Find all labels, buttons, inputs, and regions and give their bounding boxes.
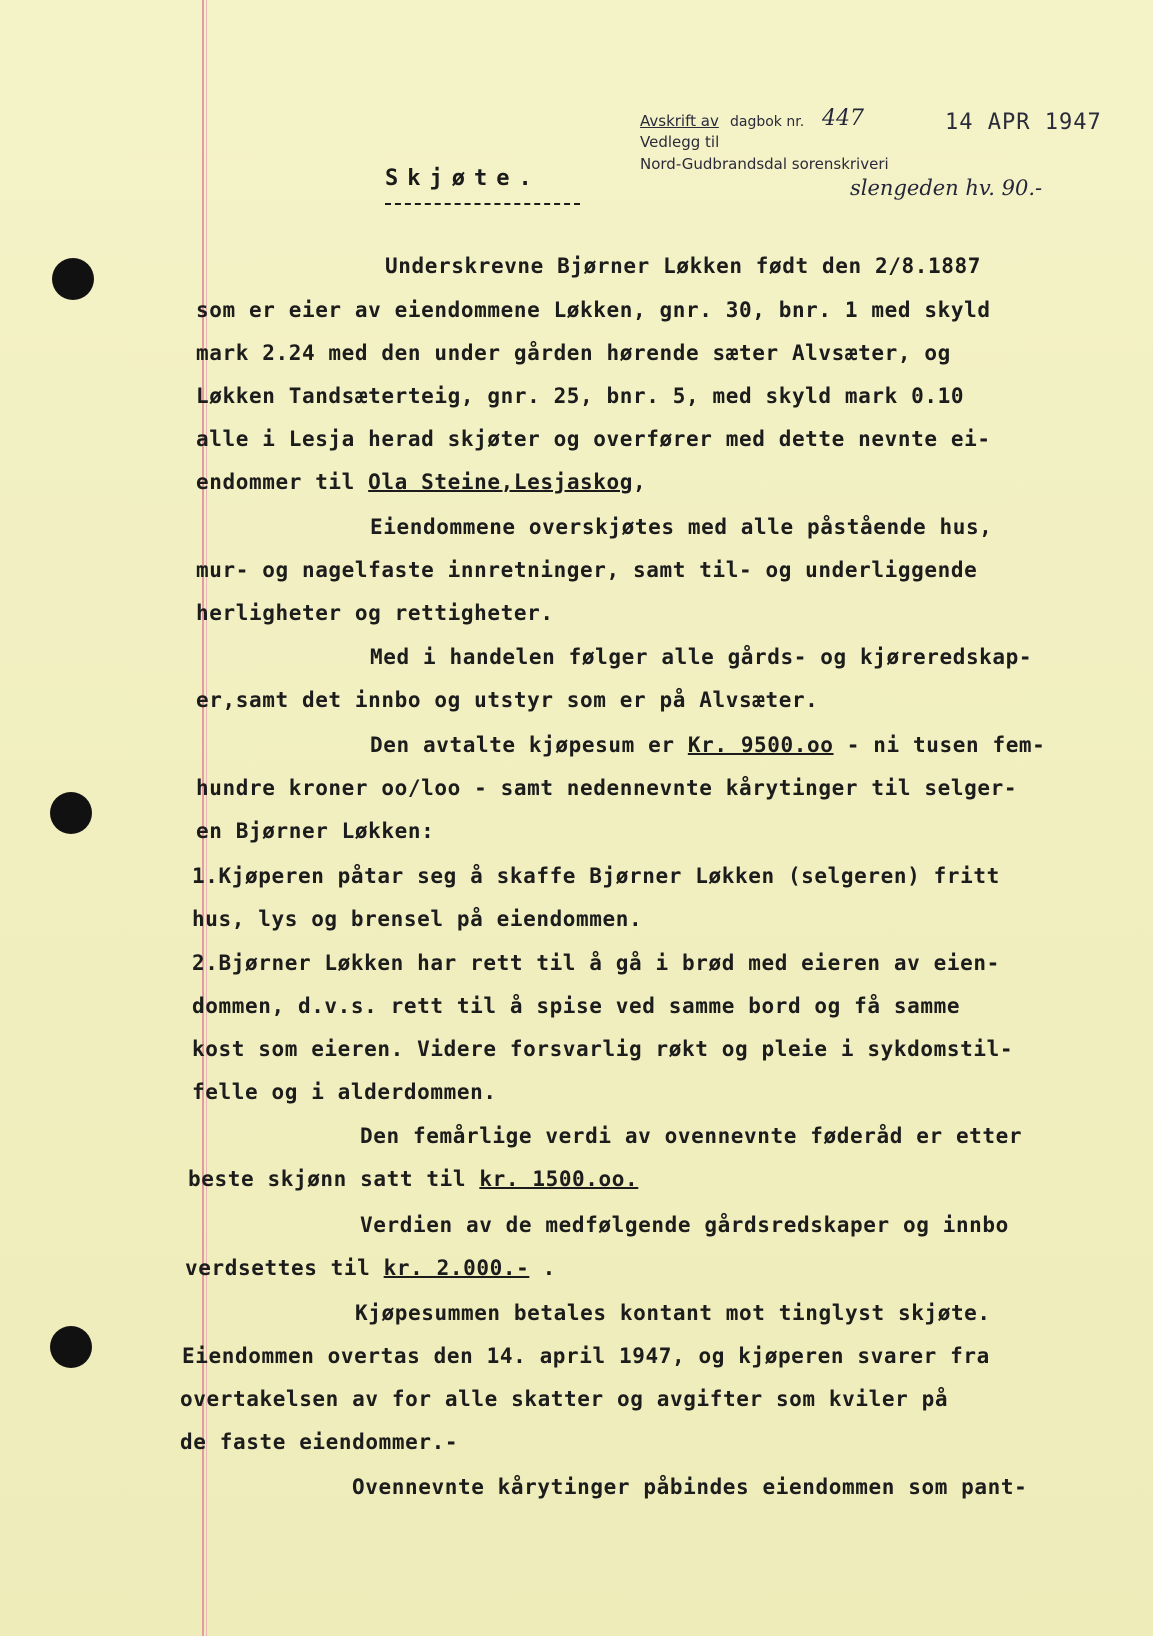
text-line: Løkken Tandsæterteig, gnr. 25, bnr. 5, med skyld mark 0.10 (196, 384, 965, 408)
text-line: 2.Bjørner Løkken har rett til å gå i brød med eieren av eien- (192, 951, 1000, 975)
text-line: hus, lys og brensel på eiendommen. (192, 907, 643, 931)
text-line-equipment (185, 1256, 556, 1280)
text-line: Med i handelen følger alle gårds- og kjøreredskap- (370, 645, 1033, 669)
stamp-dagbok-number: 447 (822, 106, 864, 131)
text-line: mur- og nagelfaste innretninger, samt til- og underliggende (196, 558, 978, 582)
punch-hole-bottom (50, 1326, 92, 1368)
title-underline (385, 203, 580, 205)
text-line: hundre kroner oo/loo - samt nedennevnte kårytinger til selger- (196, 776, 1018, 800)
text-line: Ovennevnte kårytinger påbindes eiendommen som pant- (352, 1475, 1028, 1499)
text-line: herligheter og rettigheter. (196, 601, 554, 625)
stamp-line-court: Nord-Gudbrandsdal sorenskriveri (640, 155, 889, 173)
text-line: dommen, d.v.s. rett til å spise ved samme bord og få samme (192, 994, 961, 1018)
text-line: felle og i alderdommen. (192, 1080, 497, 1104)
buyer-name: Ola Steine,Lesjaskog (368, 470, 634, 494)
text-line: kost som eieren. Videre forsvarlig røkt og pleie i sykdomstil- (192, 1037, 1014, 1061)
text-segment: verdsettes til (185, 1256, 384, 1280)
foderad-value: kr. 1500.oo. (479, 1167, 639, 1191)
text-line: alle i Lesja herad skjøter og overfører med dette nevnte ei- (196, 427, 991, 451)
date-stamp: 14 APR 1947 (945, 110, 1102, 135)
stamp-line-copy: Avskrift av (640, 112, 719, 130)
text-line: en Bjørner Løkken: (196, 819, 435, 843)
text-line: som er eier av eiendommene Løkken, gnr. 30, bnr. 1 med skyld (196, 298, 991, 322)
text-segment: , (633, 470, 647, 494)
text-line: er,samt det innbo og utstyr som er på Alvsæter. (196, 688, 819, 712)
text-line: 1.Kjøperen påtar seg å skaffe Bjørner Løkken (selgeren) fritt (192, 864, 1000, 888)
stamp-line-attachment: Vedlegg til (640, 133, 720, 151)
text-line: Eiendommene overskjøtes med alle påstående hus, (370, 515, 993, 539)
document-title: Skjøte. (385, 166, 541, 191)
text-line: de faste eiendommer.- (180, 1430, 459, 1454)
equipment-value: kr. 2.000.- (383, 1256, 530, 1280)
text-segment: . (529, 1256, 556, 1280)
text-segment: beste skjønn satt til (188, 1167, 480, 1191)
text-line: overtakelsen av for alle skatter og avgifter som kviler på (180, 1387, 949, 1411)
stamp-line-dagbok: dagbok nr. (730, 114, 805, 130)
text-line: Kjøpesummen betales kontant mot tinglyst skjøte. (355, 1301, 991, 1325)
text-line: Underskrevne Bjørner Løkken født den 2/8.1887 (385, 254, 981, 278)
text-segment: endommer til (196, 470, 369, 494)
text-segment: - ni tusen fem- (833, 733, 1046, 757)
text-line: mark 2.24 med den under gården hørende sæter Alvsæter, og (196, 341, 951, 365)
text-line: Eiendommen overtas den 14. april 1947, og kjøperen svarer fra (182, 1344, 990, 1368)
text-line-foderad (188, 1167, 638, 1191)
text-segment: Den avtalte kjøpesum er (370, 733, 688, 757)
text-line: Verdien av de medfølgende gårdsredskaper og innbo (360, 1213, 1009, 1237)
text-line: Den femårlige verdi av ovennevnte føderåd er etter (360, 1124, 1023, 1148)
text-line-price (370, 733, 1045, 757)
stamp-handwritten-note: slengeden hv. 90.- (850, 176, 1043, 200)
text-line-buyer (196, 470, 646, 494)
punch-hole-middle (50, 792, 92, 834)
punch-hole-top (52, 258, 94, 300)
purchase-price: Kr. 9500.oo (687, 733, 834, 757)
